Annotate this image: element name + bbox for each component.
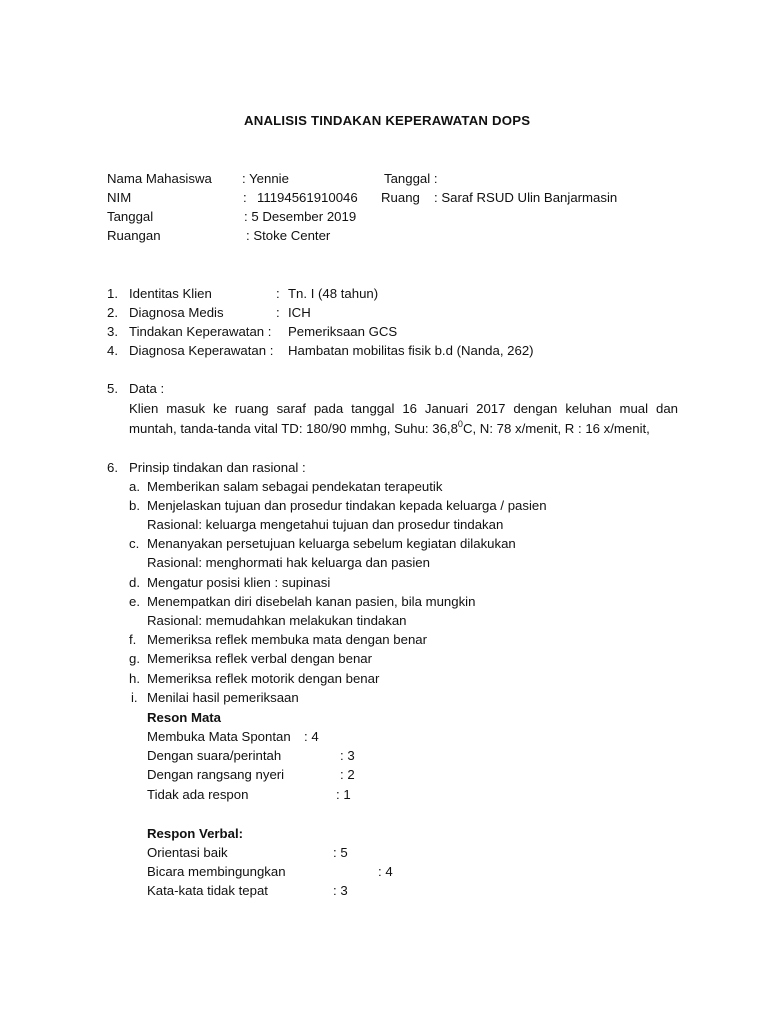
prinsip-rasional: Rasional: keluarga mengetahui tujuan dan prosedur tindakan xyxy=(147,517,504,532)
data-line-1: Klien masuk ke ruang saraf pada tanggal 16 Januari 2017 dengan keluhan mual dan xyxy=(129,401,678,416)
score-value: : 1 xyxy=(336,787,351,802)
degree-superscript: 0 xyxy=(457,419,463,429)
document-title: ANALISIS TINDAKAN KEPERAWATAN DOPS xyxy=(244,113,531,128)
item-colon: : xyxy=(276,286,280,301)
nim-value: 11194561910046 xyxy=(257,190,358,205)
score-label: Bicara membingungkan xyxy=(147,864,286,879)
prinsip-line: Memeriksa reflek membuka mata dengan benar xyxy=(147,632,428,647)
prinsip-letter: f. xyxy=(129,632,137,647)
ruangan-value: : Stoke Center xyxy=(246,228,331,243)
prinsip-line: Menanyakan persetujuan keluarga sebelum kegiatan dilakukan xyxy=(147,536,516,551)
nim-colon: : xyxy=(243,190,247,205)
data-line-2-text-end: C, N: 78 x/menit, R : 16 x/menit, xyxy=(462,421,650,436)
prinsip-letter: h. xyxy=(129,671,140,686)
prinsip-line: Memeriksa reflek verbal dengan benar xyxy=(147,651,373,666)
ruangan-label: Ruangan xyxy=(107,228,161,243)
prinsip-letter: b. xyxy=(129,498,140,513)
prinsip-letter: e. xyxy=(129,594,140,609)
item-label: Tindakan Keperawatan : xyxy=(129,324,272,339)
prinsip-line: Menjelaskan tujuan dan prosedur tindakan kepada keluarga / pasien xyxy=(147,498,547,513)
item-label: Identitas Klien xyxy=(129,286,212,301)
score-value: : 2 xyxy=(340,767,355,782)
score-label: Tidak ada respon xyxy=(147,787,249,802)
item-colon: : xyxy=(276,305,280,320)
score-label: Membuka Mata Spontan xyxy=(147,729,291,744)
score-label: Dengan suara/perintah xyxy=(147,748,282,763)
data-line-2-text: muntah, tanda-tanda vital TD: 180/90 mmhg, Suhu: 36,8 xyxy=(129,421,458,436)
item-number: 3. xyxy=(107,324,118,339)
score-value: : 4 xyxy=(378,864,393,879)
item-value: Tn. I (48 tahun) xyxy=(288,286,379,301)
prinsip-line: Mengatur posisi klien : supinasi xyxy=(147,575,331,590)
prinsip-label: Prinsip tindakan dan rasional : xyxy=(129,460,306,475)
nim-label: NIM xyxy=(107,190,132,205)
item-value: ICH xyxy=(288,305,311,320)
item-number: 2. xyxy=(107,305,118,320)
prinsip-rasional: Rasional: memudahkan melakukan tindakan xyxy=(147,613,407,628)
prinsip-letter: a. xyxy=(129,479,140,494)
score-label: Kata-kata tidak tepat xyxy=(147,883,268,898)
respon-verbal-heading: Respon Verbal: xyxy=(147,826,244,841)
prinsip-letter: g. xyxy=(129,651,140,666)
prinsip-letter: d. xyxy=(129,575,140,590)
prinsip-line: Memeriksa reflek motorik dengan benar xyxy=(147,671,380,686)
score-value: : 5 xyxy=(333,845,348,860)
score-value: : 4 xyxy=(304,729,319,744)
reson-mata-heading: Reson Mata xyxy=(147,710,222,725)
item-label: Diagnosa Medis xyxy=(129,305,224,320)
prinsip-rasional: Rasional: menghormati hak keluarga dan pasien xyxy=(147,555,430,570)
item-label: Diagnosa Keperawatan : xyxy=(129,343,274,358)
prinsip-number: 6. xyxy=(107,460,118,475)
score-value: : 3 xyxy=(333,883,348,898)
tanggal-label: Tanggal xyxy=(107,209,154,224)
prinsip-line: Menempatkan diri disebelah kanan pasien, bila mungkin xyxy=(147,594,476,609)
prinsip-letter: c. xyxy=(129,536,140,551)
tanggal-top-label: Tanggal : xyxy=(384,171,438,186)
data-line-2 xyxy=(129,421,650,437)
prinsip-letter: i. xyxy=(131,690,138,705)
item-value: Hambatan mobilitas fisik b.d (Nanda, 262) xyxy=(288,343,534,358)
score-value: : 3 xyxy=(340,748,355,763)
data-number: 5. xyxy=(107,381,118,396)
nama-value: : Yennie xyxy=(242,171,289,186)
ruang-label: Ruang xyxy=(381,190,420,205)
item-number: 1. xyxy=(107,286,118,301)
tanggal-value: : 5 Desember 2019 xyxy=(244,209,357,224)
item-number: 4. xyxy=(107,343,118,358)
score-label: Dengan rangsang nyeri xyxy=(147,767,285,782)
ruang-value: : Saraf RSUD Ulin Banjarmasin xyxy=(434,190,618,205)
prinsip-line: Memberikan salam sebagai pendekatan terapeutik xyxy=(147,479,443,494)
prinsip-line: Menilai hasil pemeriksaan xyxy=(147,690,299,705)
data-label: Data : xyxy=(129,381,165,396)
nama-label: Nama Mahasiswa xyxy=(107,171,212,186)
score-label: Orientasi baik xyxy=(147,845,228,860)
item-value: Pemeriksaan GCS xyxy=(288,324,398,339)
